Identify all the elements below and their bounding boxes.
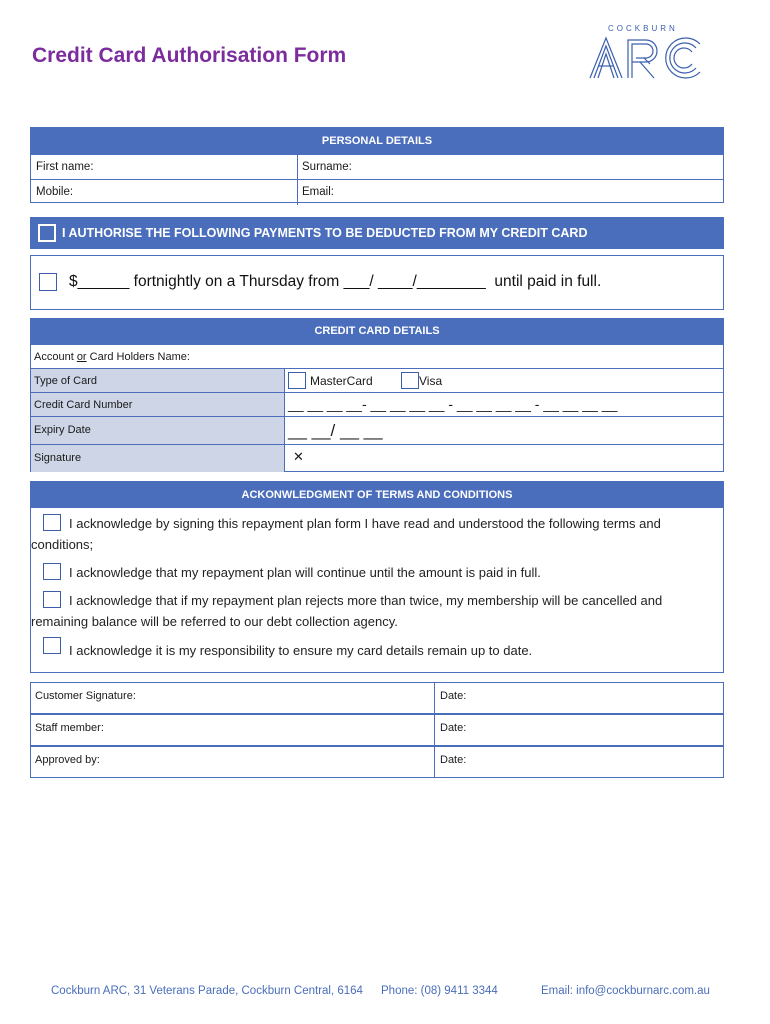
approved-by-label: Approved by: bbox=[35, 754, 100, 766]
email-label: Email: bbox=[302, 186, 334, 198]
terms-section bbox=[30, 481, 724, 673]
mobile-label: Mobile: bbox=[36, 186, 74, 198]
customer-signature-row bbox=[30, 682, 724, 714]
staff-member-row bbox=[30, 714, 724, 746]
signature-field[interactable] bbox=[311, 445, 721, 472]
staff-date-field[interactable] bbox=[476, 715, 721, 745]
customer-date-label: Date: bbox=[440, 690, 467, 702]
surname-label: Surname: bbox=[302, 161, 352, 173]
terms-item: I acknowledge that my repayment plan will continue until the amount is paid in full. bbox=[37, 562, 713, 583]
signature-label: Signature bbox=[34, 452, 82, 464]
cockburn-arc-logo bbox=[588, 24, 706, 82]
mastercard-label: MasterCard bbox=[310, 374, 373, 388]
payment-schedule-checkbox[interactable] bbox=[39, 273, 57, 291]
authorise-checkbox[interactable] bbox=[38, 224, 56, 242]
page-title: Credit Card Authorisation Form bbox=[32, 44, 347, 67]
footer-address: Cockburn ARC, 31 Veterans Parade, Cockburn Central, 6164 bbox=[51, 985, 363, 997]
terms-item-checkbox[interactable] bbox=[43, 514, 61, 531]
payment-schedule-text: $______ fortnightly on a Thursday from ___/ ____/________ until paid in full. bbox=[69, 273, 602, 290]
customer-signature-label: Customer Signature: bbox=[35, 690, 136, 702]
signature-mark: ✕ bbox=[293, 449, 304, 464]
card-number-label: Credit Card Number bbox=[34, 399, 133, 411]
terms-item: I acknowledge by signing this repayment plan form I have read and understood the following terms and conditions; bbox=[31, 516, 661, 552]
footer-phone: Phone: (08) 9411 3344 bbox=[381, 985, 498, 997]
staff-date-label: Date: bbox=[440, 722, 467, 734]
terms-item: I acknowledge it is my responsibility to ensure my card details remain up to date. bbox=[37, 640, 713, 661]
authorise-bar bbox=[30, 217, 724, 249]
first-name-field[interactable] bbox=[121, 155, 297, 179]
approved-by-field[interactable] bbox=[121, 747, 434, 777]
email-field[interactable] bbox=[351, 180, 721, 203]
logo-wordmark-top: COCKBURN bbox=[608, 24, 678, 33]
terms-heading: ACKONWLEDGMENT OF TERMS AND CONDITIONS bbox=[31, 482, 723, 508]
terms-item: I acknowledge that if my repayment plan rejects more than twice, my membership will be cancelled and remaining balance will be referred to our debt collection agency. bbox=[31, 593, 663, 629]
signoff-table bbox=[30, 682, 724, 778]
visa-checkbox[interactable] bbox=[401, 372, 419, 389]
logo-arc-lettering bbox=[588, 34, 706, 82]
approved-by-row bbox=[30, 746, 724, 778]
approved-date-field[interactable] bbox=[476, 747, 721, 777]
authorise-heading: I AUTHORISE THE FOLLOWING PAYMENTS TO BE DEDUCTED FROM MY CREDIT CARD bbox=[62, 226, 588, 240]
mobile-field[interactable] bbox=[111, 180, 297, 203]
terms-item-checkbox[interactable] bbox=[43, 591, 61, 608]
approved-date-label: Date: bbox=[440, 754, 467, 766]
personal-details-section bbox=[30, 127, 724, 203]
mastercard-checkbox[interactable] bbox=[288, 372, 306, 389]
credit-card-section bbox=[30, 318, 724, 472]
customer-signature-field[interactable] bbox=[151, 683, 434, 713]
staff-member-label: Staff member: bbox=[35, 722, 104, 734]
terms-item-checkbox[interactable] bbox=[43, 637, 61, 654]
card-holder-field[interactable] bbox=[211, 345, 721, 368]
first-name-label: First name: bbox=[36, 161, 94, 173]
customer-date-field[interactable] bbox=[476, 683, 721, 713]
payment-schedule-box bbox=[30, 255, 724, 310]
surname-field[interactable] bbox=[361, 155, 721, 179]
footer-email[interactable]: Email: info@cockburnarc.com.au bbox=[541, 985, 710, 997]
card-number-field[interactable]: __ __ __ __- __ __ __ __ - __ __ __ __ - __ __ __ __ bbox=[288, 396, 618, 412]
terms-item-checkbox[interactable] bbox=[43, 563, 61, 580]
card-type-label: Type of Card bbox=[34, 375, 97, 387]
expiry-field[interactable]: __ __/ __ __ bbox=[288, 421, 383, 440]
credit-card-heading: CREDIT CARD DETAILS bbox=[31, 319, 723, 344]
personal-details-heading: PERSONAL DETAILS bbox=[31, 128, 723, 154]
visa-label: Visa bbox=[419, 374, 443, 388]
card-holder-label: Account or Card Holders Name: bbox=[34, 351, 190, 363]
expiry-label: Expiry Date bbox=[34, 424, 91, 436]
staff-member-field[interactable] bbox=[121, 715, 434, 745]
